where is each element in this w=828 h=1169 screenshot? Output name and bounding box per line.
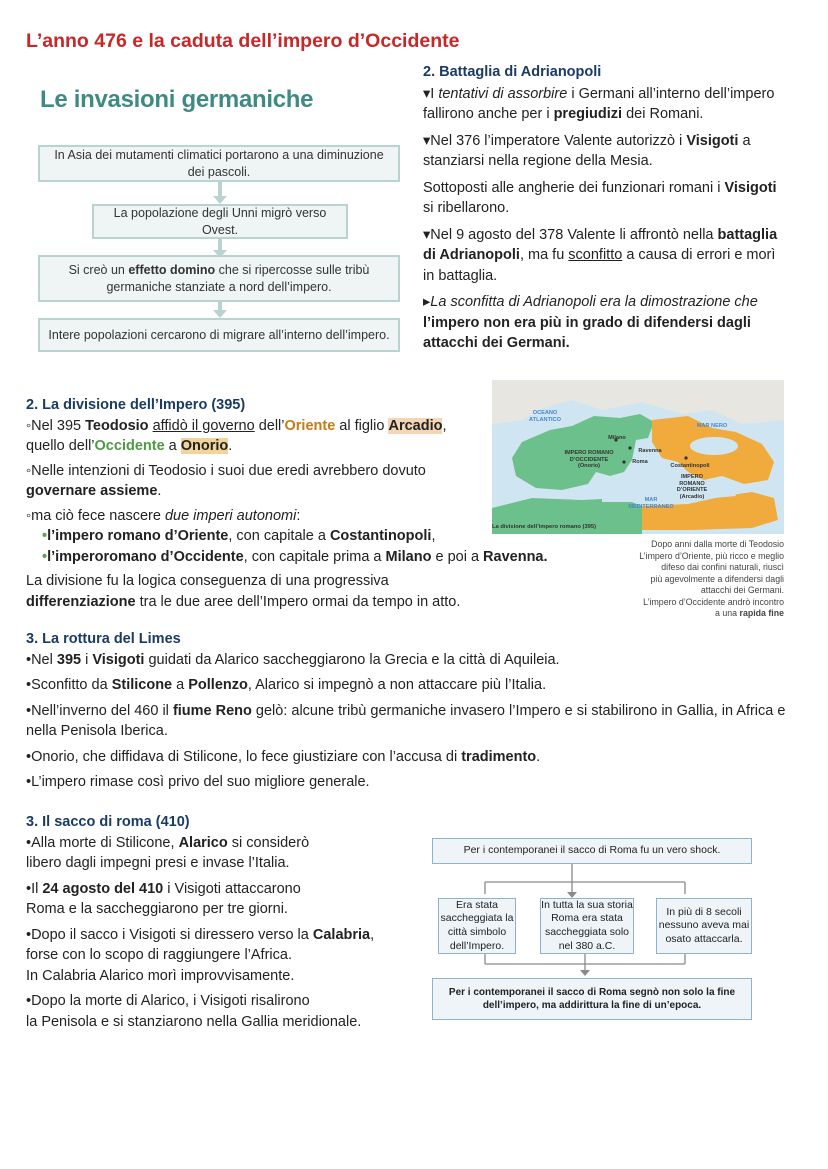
divisione-line-5: ◦ma ciò fece nascere due imperi autonomi: — [26, 507, 301, 524]
sacco-top-box: Per i contemporanei il sacco di Roma fu un vero shock. — [432, 838, 752, 864]
sacco-cause-3: In più di 8 secoli nessuno aveva mai osato attaccarla. — [656, 898, 752, 954]
sacco-bullet-4b: la Penisola e si stanziarono nella Gallia meridionale. — [26, 1013, 362, 1030]
map-caption: La divisione dell’impero romano (395) — [492, 524, 597, 530]
divisione-line-1: ◦Nel 395 Teodosio affidò il governo dell’Oriente al figlio Arcadio, — [26, 417, 447, 434]
divisione-line-7: •l’imperoromano d’Occidente, con capitale prima a Milano e poi a Ravenna. — [42, 548, 548, 565]
divisione-line-4: governare assieme. — [26, 483, 162, 499]
adrianopoli-p3: Sottoposti alle angherie dei funzionari romani i Visigoti si ribellarono. — [423, 179, 777, 216]
sacco-section — [26, 812, 416, 1032]
divisione-line-3: ◦Nelle intenzioni di Teodosio i suoi due eredi avrebbero dovuto — [26, 462, 426, 479]
sacco-cause-1: Era stata saccheggiata la città simbolo dell’Impero. — [438, 898, 516, 954]
sacco-bullet-4: •Dopo la morte di Alarico, i Visigoti risalirono — [26, 993, 310, 1009]
divisione-line-8: La divisione fu la logica conseguenza di una progressiva — [26, 573, 389, 589]
map-note: Dopo anni dalla morte di Teodosio L’impero d’Oriente, più ricco e meglio difeso dai confini naturali, riuscì più agevolmente a difendersi dagli attacchi dei Germani. L’impero d’Occidente andrò incontro a una rapida fine — [639, 539, 784, 618]
limes-bullet-2: •Sconfitto da Stilicone a Pollenzo, Alarico si impegnò a non attaccare più l’Italia. — [26, 677, 547, 693]
adrianopoli-p5: ▸La sconfitta di Adrianopoli era la dimostrazione che l’impero non era più in grado di difendersi dagli attacchi dei Germani. — [423, 294, 758, 351]
flow-step-3 — [38, 255, 400, 302]
adrianopoli-p2: ▾Nel 376 l’imperatore Valente autorizzò i Visigoti a stanziarsi nella regione della Mesia. — [423, 132, 751, 169]
limes-bullet-3: •Nell’inverno del 460 il fiume Reno gelò: alcune tribù germaniche invasero l’Impero e si stabilirono in Gallia, in Africa e nella Penisola Iberica. — [26, 702, 786, 739]
sacco-bullet-1: •Alla morte di Stilicone, Alarico si considerò — [26, 834, 310, 851]
divisione-line-6: •l’impero romano d’Oriente, con capitale a Costantinopoli, — [42, 528, 436, 544]
map-ravenna-label: Ravenna — [638, 448, 662, 454]
flow-step-3-a: Si creò un — [68, 262, 129, 277]
effetto-domino: effetto domino — [128, 262, 216, 277]
sacco-heading: 3. Il sacco di roma (410) — [26, 814, 190, 830]
map-east-label: IMPERO ROMANO D’ORIENTE (Arcadio) — [676, 474, 708, 500]
flow-step-1: In Asia dei mutamenti climatici portarono a una diminuzione dei pascoli. — [38, 145, 400, 182]
adrianopoli-heading: 2. Battaglia di Adrianopoli — [423, 64, 602, 80]
sacco-bullet-3c: In Calabria Alarico morì improvvisamente. — [26, 967, 295, 984]
limes-section — [26, 629, 786, 793]
sacco-bullet-3: •Dopo il sacco i Visigoti si diressero verso la Calabria, — [26, 926, 375, 943]
limes-bullet-5: •L’impero rimase così privo del suo migliore generale. — [26, 774, 370, 790]
map-ocean-label: OCEANO ATLANTICO — [529, 410, 561, 423]
empire-division-map — [492, 380, 784, 534]
divisione-line-2: quello dell’Occidente a Onorio. — [26, 438, 233, 454]
sacco-bullet-3b: forse con lo scopo di raggiungere l’Africa. — [26, 947, 292, 963]
map-west-label: IMPERO ROMANO D’OCCIDENTE (Onorio) — [564, 450, 614, 469]
divisione-heading: 2. La divisione dell’Impero (395) — [26, 397, 246, 413]
invasioni-title: Le invasioni germaniche — [40, 86, 314, 113]
adrianopoli-p4: ▾Nel 9 agosto del 378 Valente li affrontò nella battaglia di Adrianopoli, ma fu sconfitto a causa di errori e morì in battaglia. — [423, 226, 778, 284]
limes-bullet-4: •Onorio, che diffidava di Stilicone, lo fece giustiziare con l’accusa di tradimento. — [26, 748, 541, 765]
map-milano-label: Milano — [608, 435, 626, 441]
page-title: L’anno 476 e la caduta dell’impero d’Occidente — [26, 30, 460, 52]
map-cost-label: Costantinopoli — [670, 463, 710, 469]
adrianopoli-section — [423, 62, 783, 354]
map-roma-label: Roma — [632, 459, 648, 465]
sacco-bullet-2b: Roma e la saccheggiarono per tre giorni. — [26, 901, 288, 917]
flow-step-2: La popolazione degli Unni migrò verso Ovest. — [92, 204, 348, 239]
adrianopoli-p1: ▾I tentativi di assorbire i Germani all’interno dell’impero fallirono anche per i pregiudizi dei Romani. — [423, 85, 775, 122]
map-graphic — [492, 380, 784, 534]
map-mar-nero-label: MAR NERO — [696, 423, 728, 429]
limes-heading: 3. La rottura del Limes — [26, 631, 181, 647]
sacco-bullet-1b: libero dagli impegni presi e invase l’Italia. — [26, 855, 290, 871]
limes-bullet-1: •Nel 395 i Visigoti guidati da Alarico saccheggiarono la Grecia e la città di Aquileia. — [26, 651, 560, 668]
sacco-cause-2: In tutta la sua storia Roma era stata saccheggiata solo nel 380 a.C. — [540, 898, 634, 954]
sacco-bullet-2: •Il 24 agosto del 410 i Visigoti attaccarono — [26, 880, 301, 897]
map-mar-med-label: MAR MEDITERRANEO — [628, 497, 674, 510]
sacco-bottom-box: Per i contemporanei il sacco di Roma segnò non solo la fine dell’impero, ma addirittura la fine di un’epoca. — [432, 978, 752, 1020]
flow-step-3-b: che si ripercosse sulle tribù germaniche stanziate a nord dell’impero. — [106, 262, 370, 294]
flow-step-4: Intere popolazioni cercarono di migrare all’interno dell’impero. — [38, 318, 400, 352]
divisione-line-9: differenziazione tra le due aree dell’Impero ormai da tempo in atto. — [26, 593, 461, 610]
